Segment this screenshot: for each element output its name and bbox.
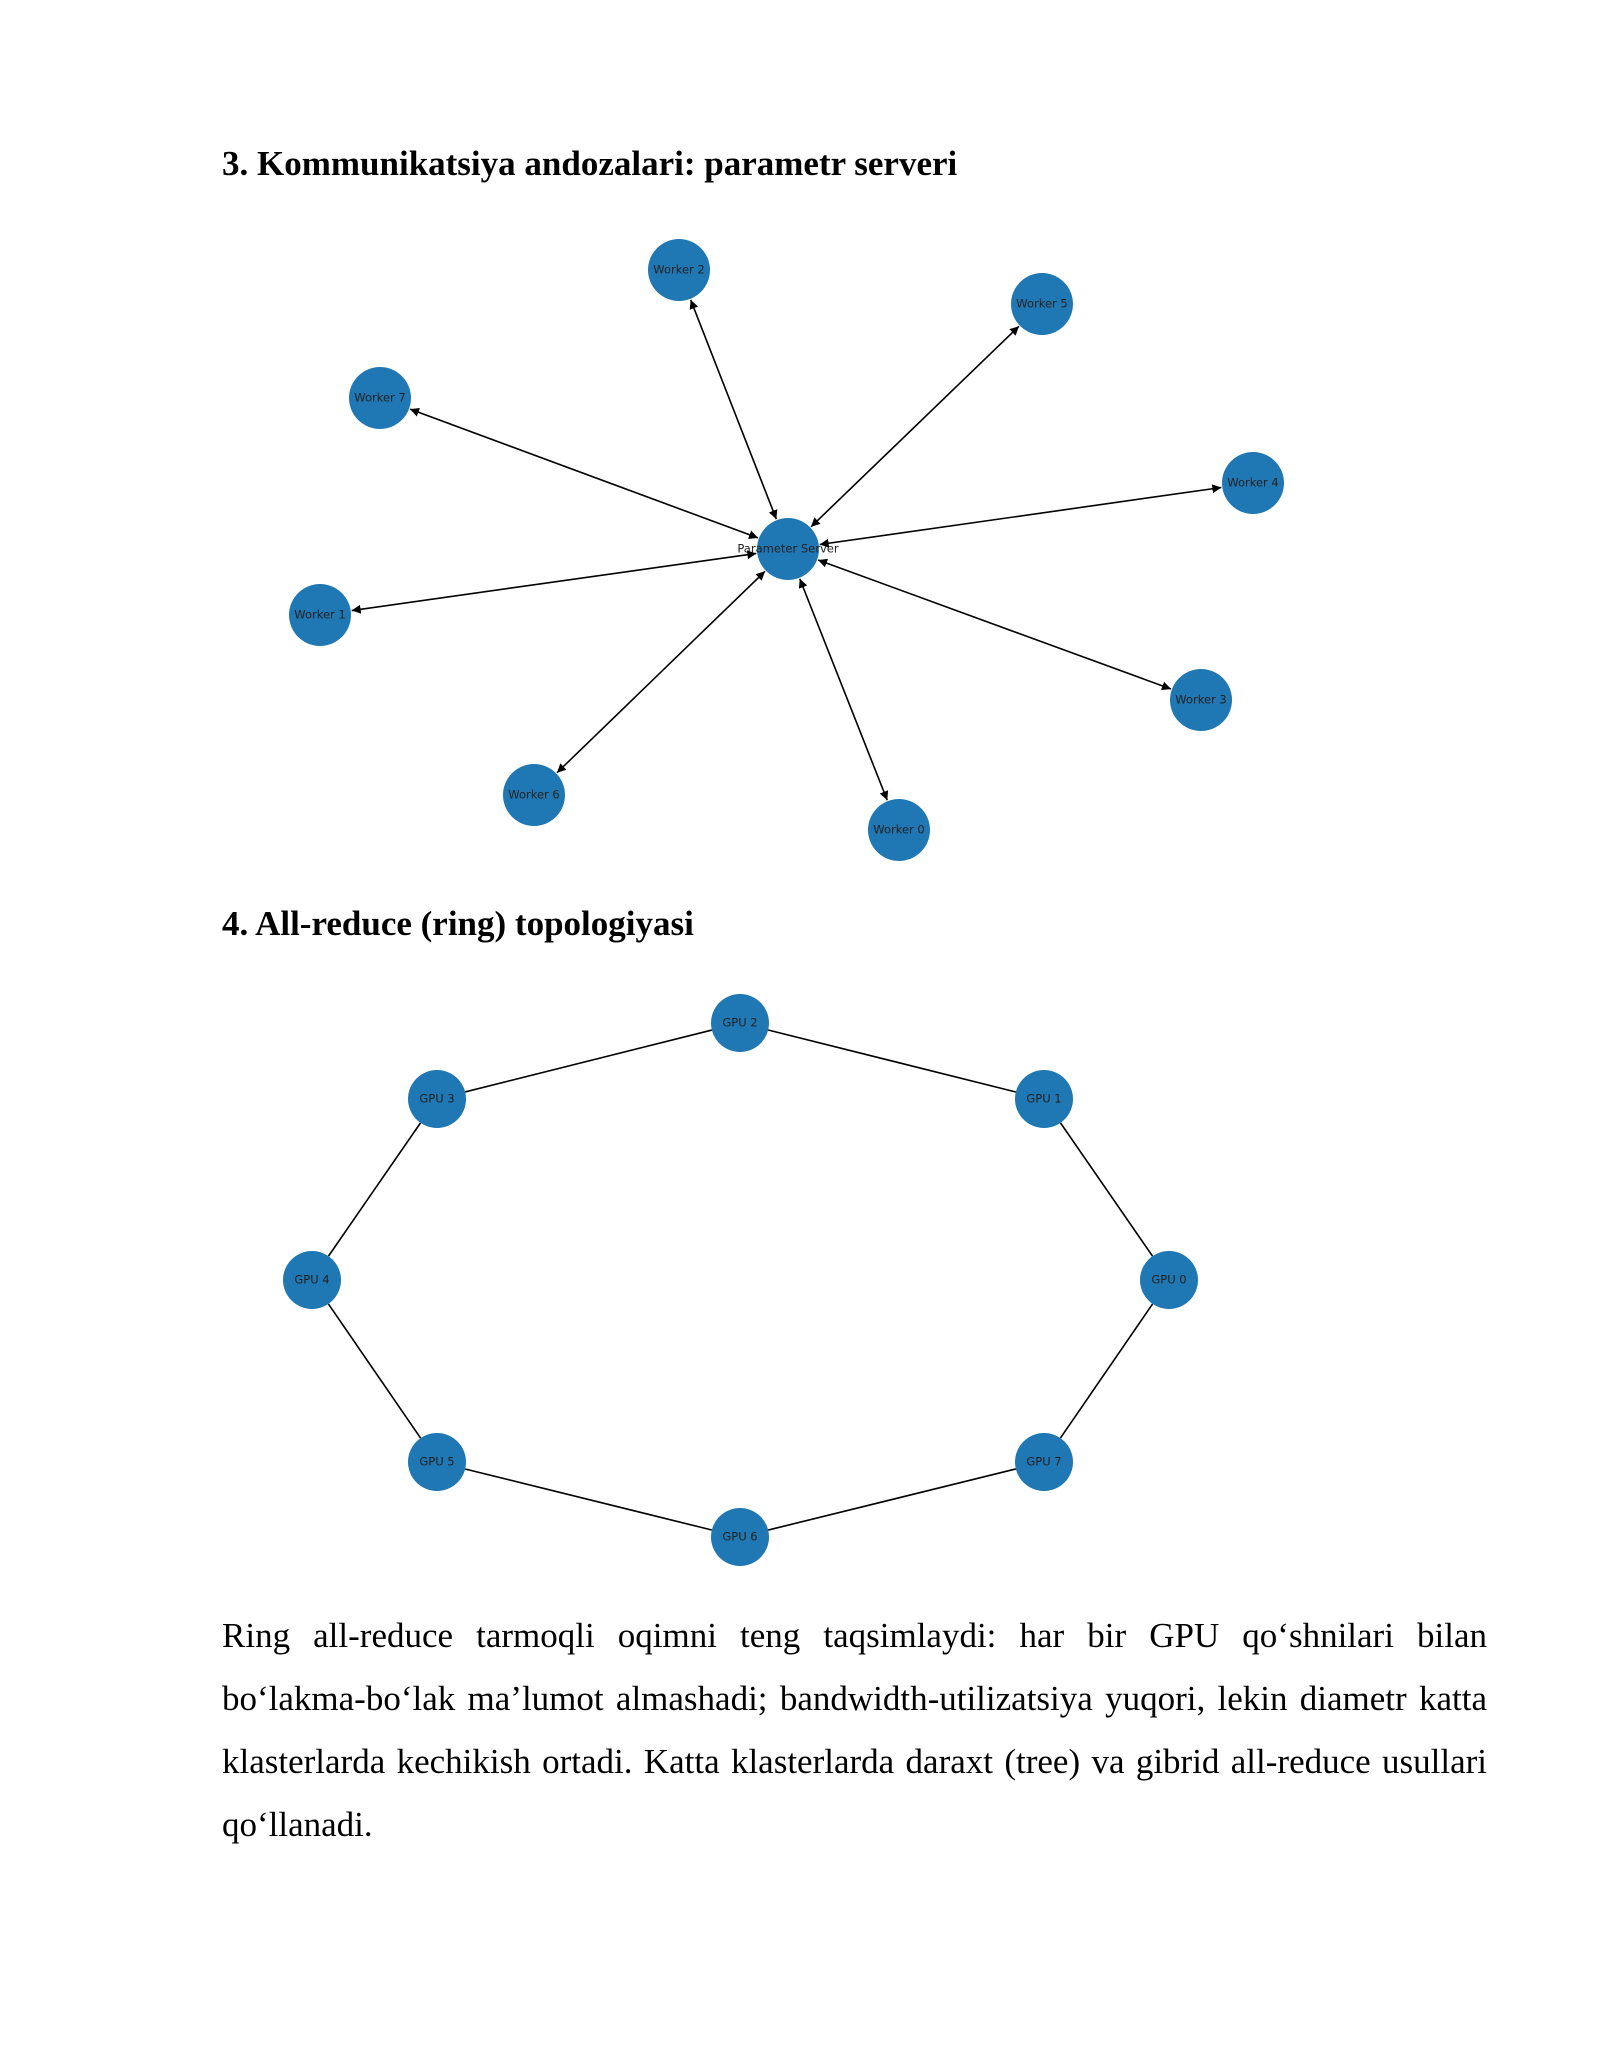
node-gpu-7	[1015, 1433, 1073, 1491]
node-gpu-5-label: GPU 5	[419, 1454, 455, 1469]
edge-g0-g1	[1060, 1123, 1152, 1256]
edge-ps-w2	[691, 300, 777, 519]
node-worker-6	[503, 764, 565, 826]
node-parameter-server	[737, 518, 838, 580]
edge-g5-g6	[465, 1469, 712, 1530]
edge-g1-g2	[768, 1030, 1016, 1092]
edge-ps-w3	[818, 560, 1171, 689]
node-worker-1-label: Worker 1	[294, 607, 346, 622]
node-worker-0	[868, 799, 930, 861]
node-worker-5-label: Worker 5	[1016, 296, 1068, 311]
node-worker-2	[648, 239, 710, 301]
node-worker-3-label: Worker 3	[1175, 692, 1227, 707]
edge-ps-w5	[811, 326, 1019, 527]
node-parameter-server-label: Parameter Server	[737, 541, 839, 556]
node-worker-5	[1011, 273, 1073, 335]
node-gpu-0-label: GPU 0	[1151, 1272, 1187, 1287]
node-gpu-1-label: GPU 1	[1026, 1091, 1062, 1106]
node-gpu-3-label: GPU 3	[419, 1091, 455, 1106]
edge-g3-g4	[328, 1123, 420, 1256]
node-gpu-1	[1015, 1070, 1073, 1128]
parameter-server-diagram	[289, 239, 1284, 861]
node-worker-3	[1170, 669, 1232, 731]
body-paragraph: Ring all-reduce tarmoqli oqimni teng taqsimlaydi: har bir GPU qo‘shnilari bilan bo‘lakma-bo‘lak ma’lumot almashadi; bandwidth-utilizatsiya yuqori, lekin diametr katta klasterlarda kechikish ortadi. Katta klasterlarda daraxt (tree) va gibrid all-reduce usullari qo‘llanadi.	[222, 1616, 1487, 1844]
node-gpu-5	[408, 1433, 466, 1491]
node-gpu-3	[408, 1070, 466, 1128]
section-heading-parameter-server: 3. Kommunikatsiya andozalari: parametr serveri	[222, 144, 958, 183]
node-gpu-2-label: GPU 2	[722, 1015, 758, 1030]
node-worker-7	[349, 367, 411, 429]
edge-g7-g0	[1060, 1304, 1152, 1438]
node-gpu-4	[283, 1251, 341, 1309]
edge-ps-w1	[352, 553, 757, 610]
node-worker-1	[289, 584, 351, 646]
edge-ps-w4	[820, 487, 1222, 544]
node-gpu-4-label: GPU 4	[294, 1272, 330, 1287]
node-gpu-2	[711, 994, 769, 1052]
edge-g6-g7	[768, 1469, 1016, 1530]
node-gpu-0	[1140, 1251, 1198, 1309]
node-gpu-7-label: GPU 7	[1026, 1454, 1062, 1469]
node-worker-4	[1222, 452, 1284, 514]
node-worker-7-label: Worker 7	[354, 390, 406, 405]
node-worker-6-label: Worker 6	[508, 787, 560, 802]
edge-g2-g3	[465, 1030, 712, 1092]
edge-ps-w6	[557, 571, 765, 772]
node-worker-0-label: Worker 0	[873, 822, 925, 837]
edge-ps-w7	[410, 409, 758, 538]
node-worker-2-label: Worker 2	[653, 262, 705, 277]
node-gpu-6	[711, 1508, 769, 1566]
ring-allreduce-diagram	[283, 994, 1198, 1566]
section-heading-ring: 4. All-reduce (ring) topologiyasi	[222, 904, 694, 943]
node-worker-4-label: Worker 4	[1227, 475, 1279, 490]
edge-g4-g5	[328, 1304, 420, 1438]
node-gpu-6-label: GPU 6	[722, 1529, 758, 1544]
edge-ps-w0	[800, 579, 887, 800]
